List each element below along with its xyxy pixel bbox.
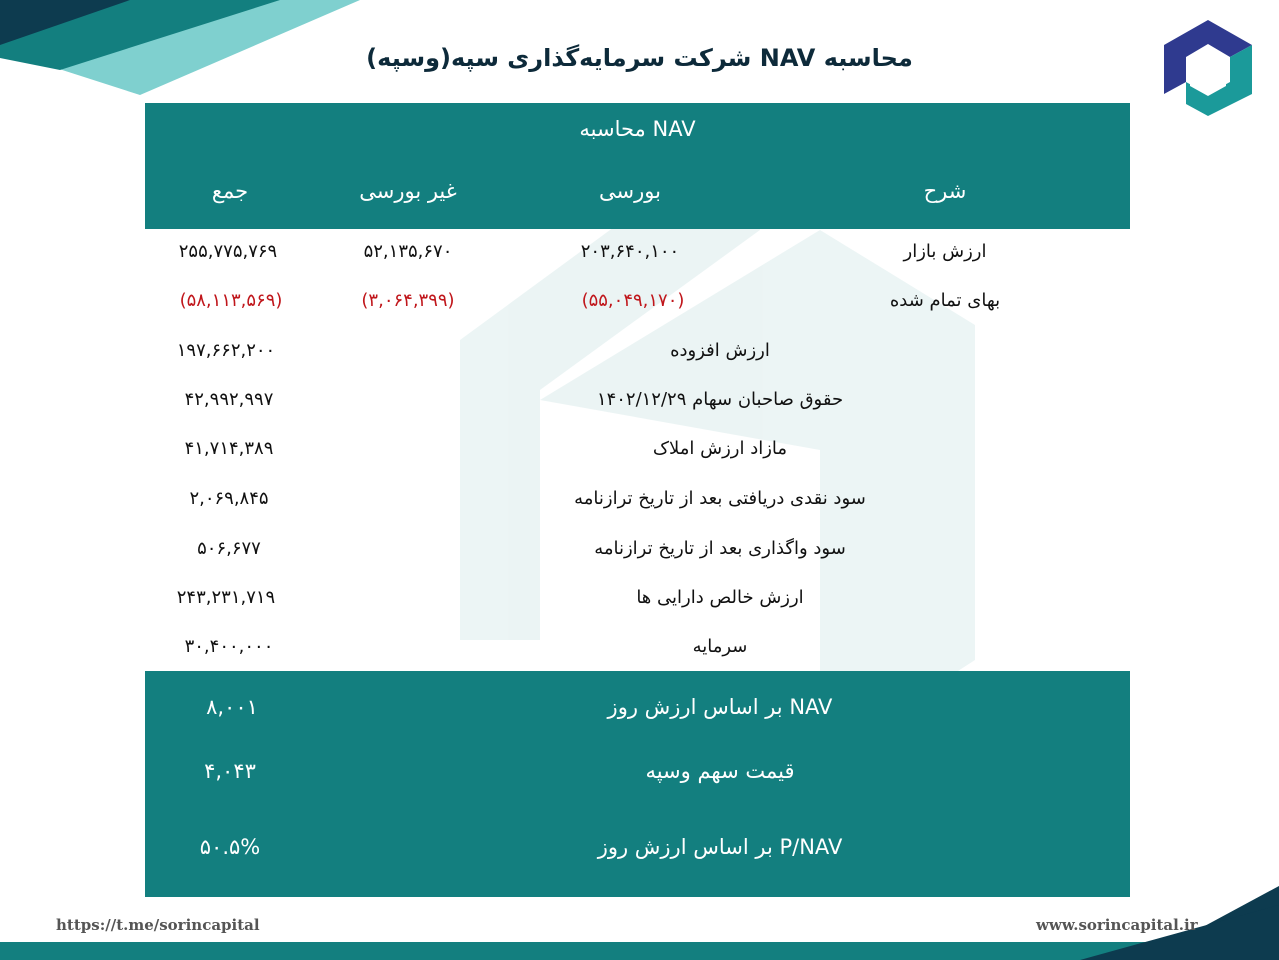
row-cost-desc: بهای تمام شده <box>889 290 1001 311</box>
row-cash-dividend-desc: سود نقدی دریافتی بعد از تاریخ ترازنامه <box>574 488 866 509</box>
row-market-value-bourse: ۲۰۳,۶۴۰,۱۰۰ <box>580 241 680 262</box>
telegram-link[interactable]: https://t.me/sorincapital <box>56 916 260 934</box>
summary-share-price-desc: قیمت سهم وسپه <box>645 759 795 783</box>
summary-band <box>145 671 1130 897</box>
row-market-value-non-bourse: ۵۲,۱۳۵,۶۷۰ <box>363 241 453 262</box>
header-desc: شرح <box>923 179 967 203</box>
row-market-value-total: ۲۵۵,۷۷۵,۷۶۹ <box>178 241 278 262</box>
row-equity-total: ۴۲,۹۹۲,۹۹۷ <box>184 389 274 410</box>
summary-pnav-desc: P/NAV بر اساس ارزش روز <box>597 835 843 859</box>
row-capital-desc: سرمایه <box>692 636 748 657</box>
header-bourse: بورسی <box>599 179 661 203</box>
row-net-assets-desc: ارزش خالص دارایی ها <box>636 587 804 608</box>
row-net-assets-total: ۲۴۳,۲۳۱,۷۱۹ <box>176 587 276 608</box>
row-property-surplus-desc: مازاد ارزش املاک <box>652 438 788 459</box>
row-equity-desc: حقوق صاحبان سهام ۱۴۰۲/۱۲/۲۹ <box>596 389 844 410</box>
summary-share-price-value: ۴,۰۴۳ <box>204 759 256 783</box>
row-cash-dividend-total: ۲,۰۶۹,۸۴۵ <box>189 488 269 509</box>
row-capital-total: ۳۰,۴۰۰,۰۰۰ <box>184 636 274 657</box>
company-logo-icon <box>1160 16 1256 120</box>
row-property-surplus-total: ۴۱,۷۱۴,۳۸۹ <box>184 438 274 459</box>
bottom-teal-bar <box>0 942 1279 960</box>
row-cost-total: (۵۸,۱۱۳,۵۶۹) <box>179 290 283 311</box>
table-caption: محاسبه NAV <box>579 117 696 141</box>
row-cost-bourse: (۵۵,۰۴۹,۱۷۰) <box>581 290 685 311</box>
header-total: جمع <box>211 179 249 203</box>
row-cost-non-bourse: (۳,۰۶۴,۳۹۹) <box>361 290 455 311</box>
row-market-value-desc: ارزش بازار <box>903 241 987 262</box>
website-link[interactable]: www.sorincapital.ir <box>1036 916 1198 934</box>
row-disposal-profit-desc: سود واگذاری بعد از تاریخ ترازنامه <box>594 538 846 559</box>
row-added-value-total: ۱۹۷,۶۶۲,۲۰۰ <box>176 340 276 361</box>
row-disposal-profit-total: ۵۰۶,۶۷۷ <box>197 538 261 559</box>
summary-nav-value: ۸,۰۰۱ <box>206 695 258 719</box>
header-non-bourse: غیر بورسی <box>359 179 457 203</box>
page-title: محاسبه NAV شرکت سرمایه‌گذاری سپه(وسپه) <box>366 44 913 72</box>
summary-nav-desc: NAV بر اساس ارزش روز <box>607 695 833 719</box>
row-added-value-desc: ارزش افزوده <box>670 340 770 361</box>
table-header <box>145 103 1130 229</box>
summary-pnav-value: ۵۰.۵% <box>199 835 261 859</box>
